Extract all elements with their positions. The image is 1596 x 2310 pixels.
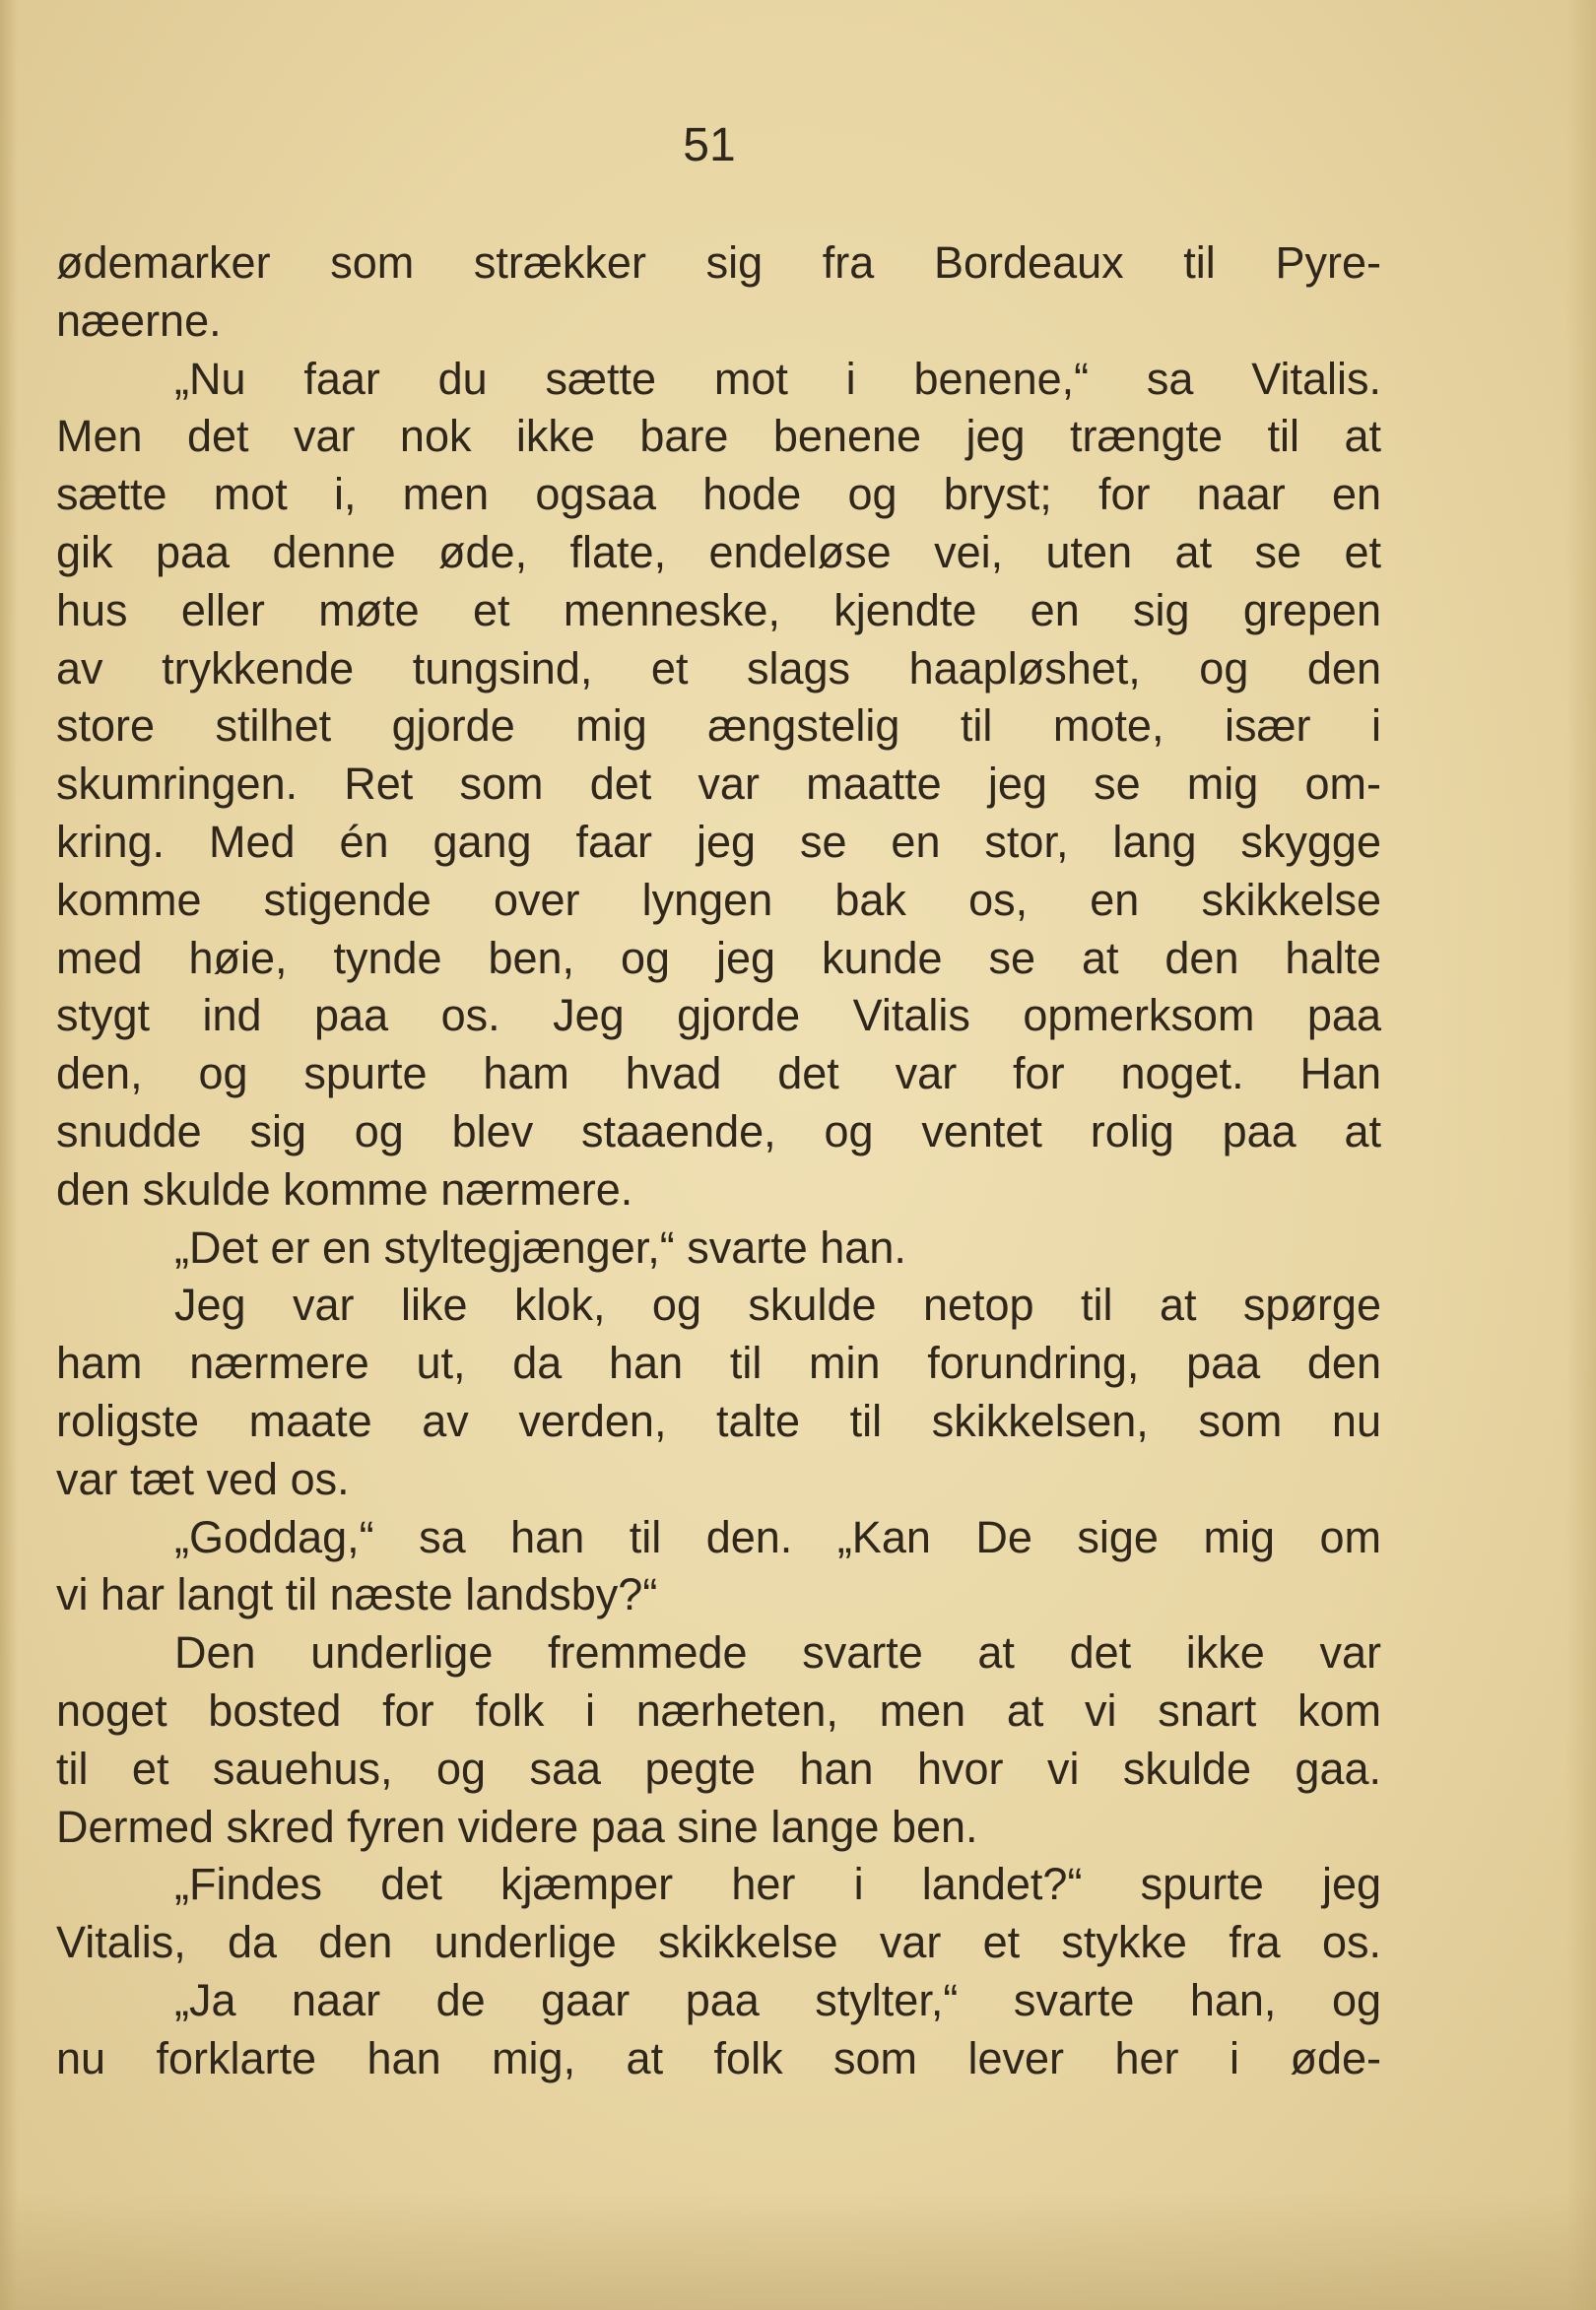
text-line: gik paa denne øde, flate, endeløse vei, uten at se et <box>56 526 1381 577</box>
body-text <box>56 234 1381 2088</box>
text-line: nu forklarte han mig, at folk som lever her i øde- <box>56 2032 1381 2083</box>
text-line: „Ja naar de gaar paa stylter,“ svarte han, og <box>174 1974 1381 2025</box>
text-line: „Goddag,“ sa han til den. „Kan De sige mig om <box>174 1511 1381 1562</box>
text-line: roligste maate av verden, talte til skikkelsen, som nu <box>56 1395 1381 1446</box>
text-line: til et sauehus, og saa pegte han hvor vi skulde gaa. <box>56 1743 1381 1794</box>
page-edge-shadow-bottom <box>0 2192 1596 2310</box>
page-edge-shadow-left <box>0 0 18 2310</box>
text-line: Den underlige fremmede svarte at det ikke var <box>174 1627 1381 1679</box>
text-line: den, og spurte ham hvad det var for noget. Han <box>56 1048 1381 1099</box>
text-line: komme stigende over lyngen bak os, en skikkelse <box>56 874 1381 925</box>
text-line: skumringen. Ret som det var maatte jeg se mig om- <box>56 759 1381 810</box>
text-line: snudde sig og blev staaende, og ventet rolig paa at <box>56 1105 1381 1156</box>
text-line: Vitalis, da den underlige skikkelse var et stykke fra os. <box>56 1917 1381 1968</box>
text-line: store stilhet gjorde mig ængstelig til mote, især i <box>56 700 1381 752</box>
text-line: „Findes det kjæmper her i landet?“ spurte jeg <box>174 1859 1381 1910</box>
text-line: ham nærmere ut, da han til min forundring, paa den <box>56 1338 1381 1389</box>
text-line: den skulde komme nærmere. <box>56 1163 633 1215</box>
text-line: „Nu faar du sætte mot i benene,“ sa Vitalis. <box>174 353 1381 404</box>
text-line: vi har langt til næste landsby?“ <box>56 1569 658 1620</box>
text-line: næerne. <box>56 295 222 346</box>
text-line: ødemarker som strækker sig fra Bordeaux til Pyre- <box>56 237 1381 288</box>
page-edge-shadow-right <box>1566 0 1596 2310</box>
text-line: Jeg var like klok, og skulde netop til at spørge <box>174 1280 1381 1331</box>
text-line: „Det er en styltegjænger,“ svarte han. <box>174 1221 906 1273</box>
text-line: noget bosted for folk i nærheten, men at vi snart kom <box>56 1684 1381 1736</box>
text-line: hus eller møte et menneske, kjendte en sig grepen <box>56 584 1381 635</box>
text-line: stygt ind paa os. Jeg gjorde Vitalis opmerksom paa <box>56 990 1381 1041</box>
text-line: kring. Med én gang faar jeg se en stor, lang skygge <box>56 816 1381 867</box>
page-number: 51 <box>683 119 736 171</box>
text-line: sætte mot i, men ogsaa hode og bryst; for naar en <box>56 469 1381 520</box>
text-line: Men det var nok ikke bare benene jeg trængte til at <box>56 411 1381 462</box>
text-line: Dermed skred fyren videre paa sine lange ben. <box>56 1801 978 1852</box>
text-line: med høie, tynde ben, og jeg kunde se at den halte <box>56 932 1381 983</box>
text-line: var tæt ved os. <box>56 1453 350 1504</box>
text-line: av trykkende tungsind, et slags haapløshet, og den <box>56 642 1381 693</box>
